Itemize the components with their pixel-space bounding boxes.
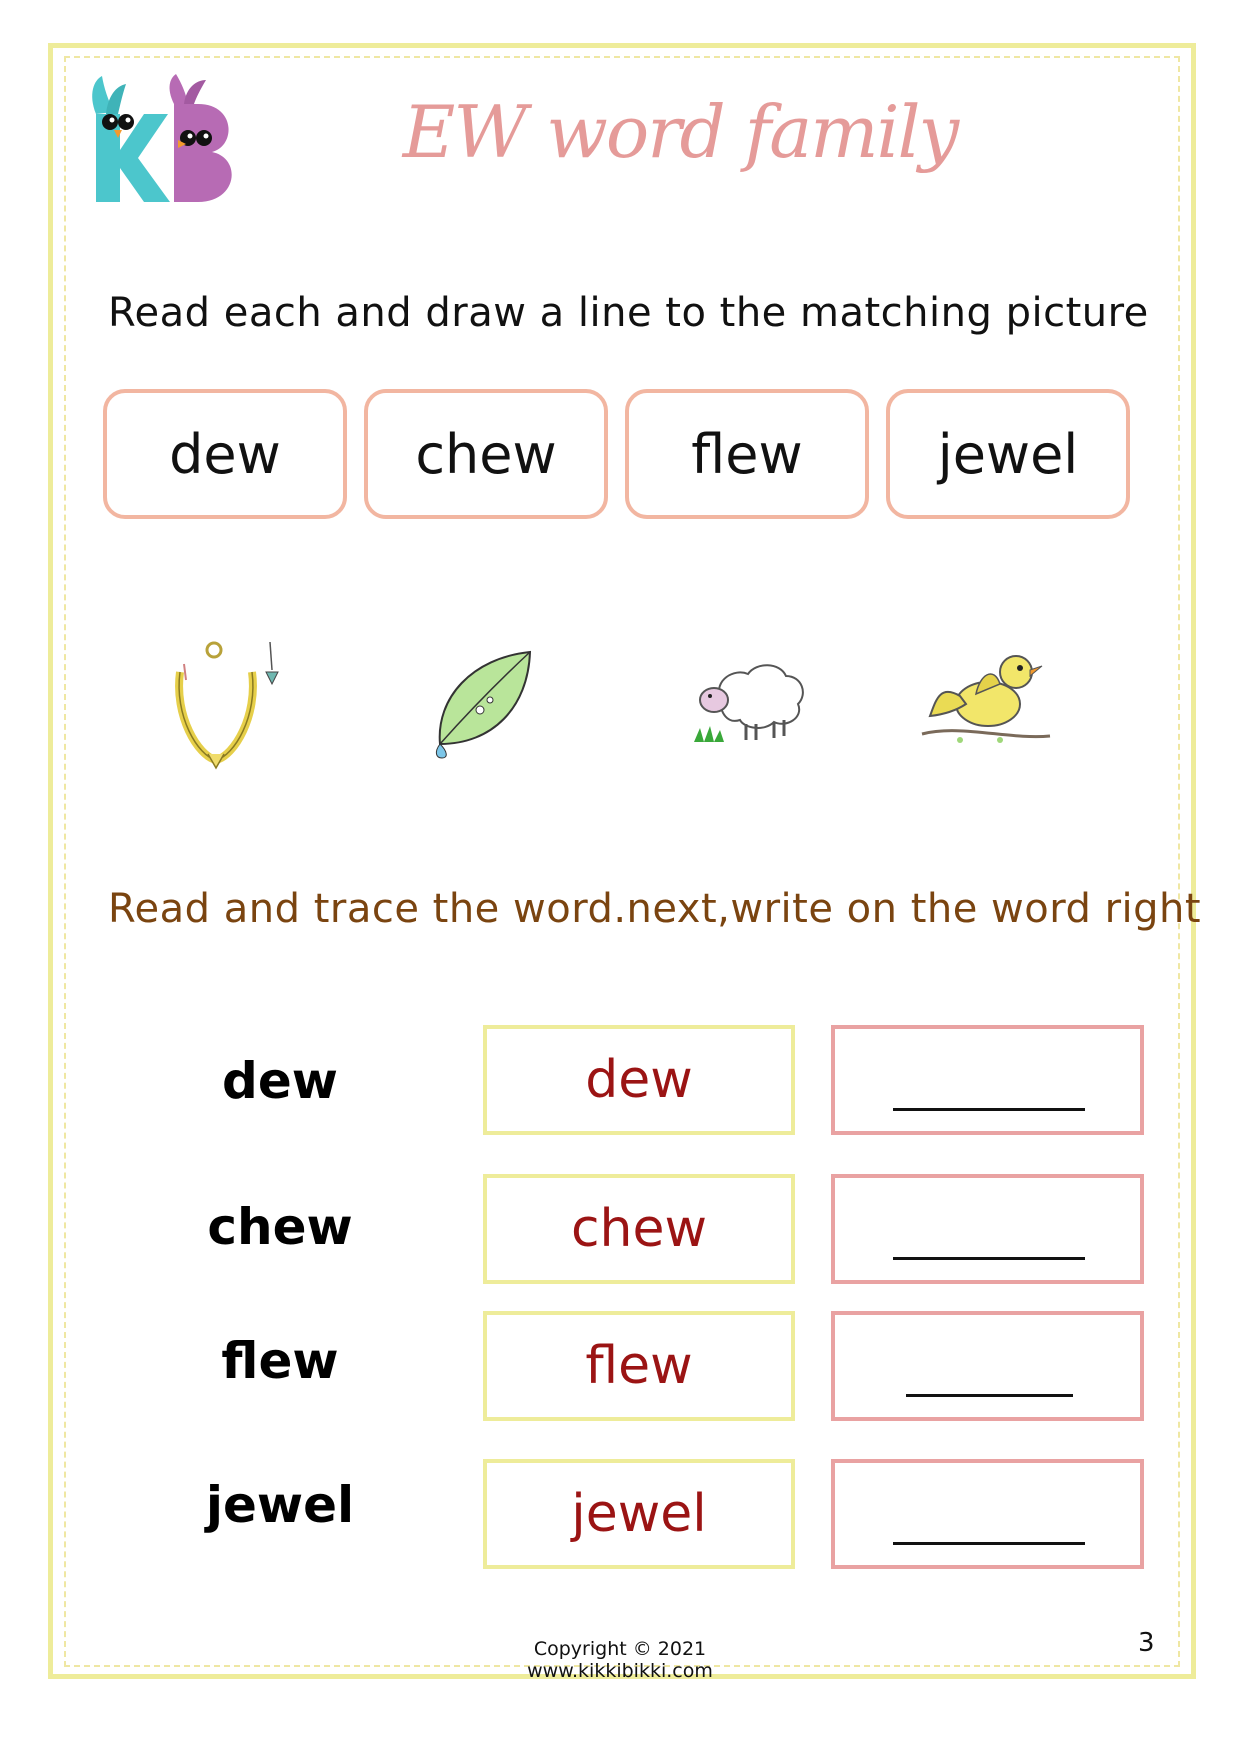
row-word-dew: dew	[222, 1052, 338, 1110]
copyright-footer: Copyright © 2021 www.kikkibikki.com	[527, 1638, 713, 1682]
instruction-trace: Read and trace the word.next,write on the word right	[108, 886, 1202, 932]
row-word-jewel: jewel	[205, 1476, 355, 1534]
page-title: EW word family	[402, 90, 958, 174]
row-word-chew: chew	[207, 1198, 353, 1256]
write-box-chew[interactable]	[831, 1174, 1144, 1284]
trace-box-flew: flew	[483, 1311, 795, 1421]
word-card-jewel: jewel	[886, 389, 1130, 519]
instruction-matching: Read each and draw a line to the matching picture	[108, 290, 1149, 336]
sheep-chewing-icon	[690, 658, 810, 744]
write-box-flew[interactable]	[831, 1311, 1144, 1421]
row-word-flew: flew	[221, 1332, 339, 1390]
leaf-with-dew-icon	[432, 648, 536, 760]
write-line	[893, 1108, 1085, 1111]
write-line	[893, 1542, 1085, 1545]
trace-box-chew: chew	[483, 1174, 795, 1284]
word-card-dew: dew	[103, 389, 347, 519]
write-line	[893, 1257, 1085, 1260]
write-box-jewel[interactable]	[831, 1459, 1144, 1569]
write-box-dew[interactable]	[831, 1025, 1144, 1135]
word-card-flew: flew	[625, 389, 869, 519]
word-card-chew: chew	[364, 389, 608, 519]
trace-box-dew: dew	[483, 1025, 795, 1135]
necklace-icon	[168, 636, 288, 771]
trace-box-jewel: jewel	[483, 1459, 795, 1569]
bird-icon	[920, 644, 1052, 756]
page-number: 3	[1138, 1628, 1155, 1658]
write-line	[906, 1394, 1073, 1397]
kb-logo	[86, 74, 246, 214]
